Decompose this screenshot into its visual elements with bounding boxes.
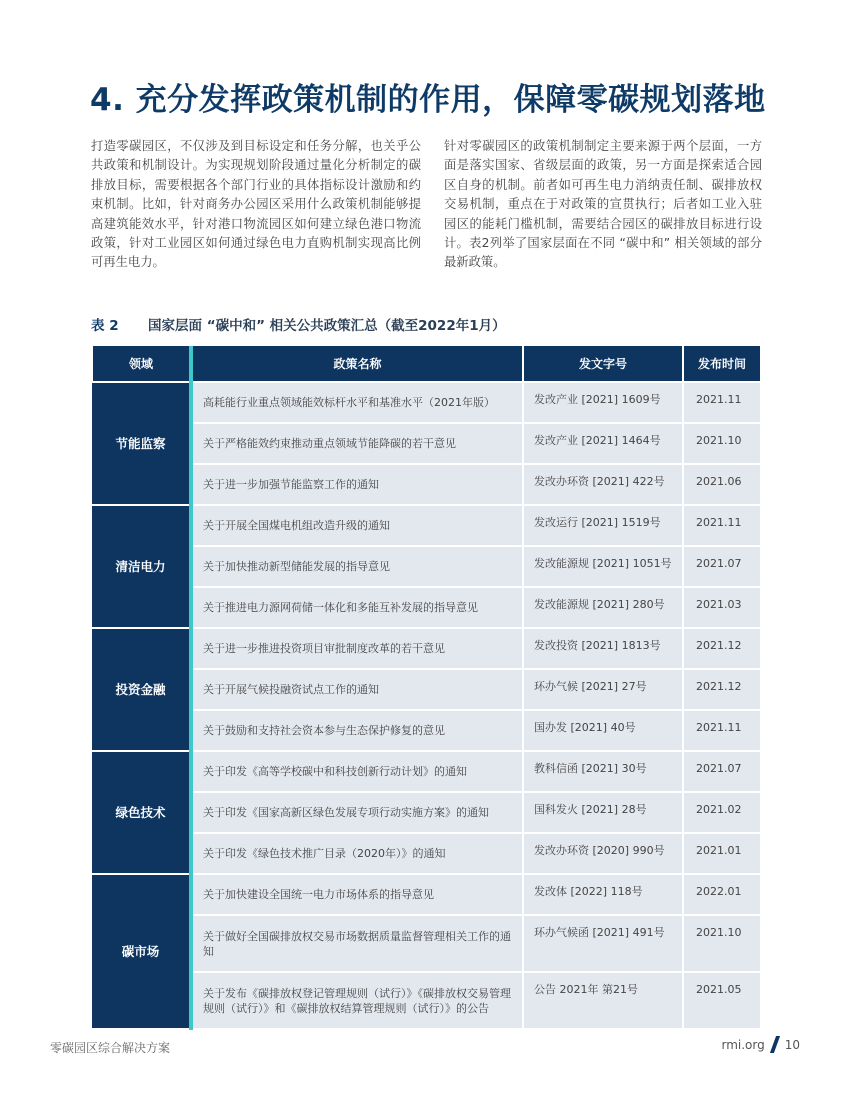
page-title: 4. 充分发挥政策机制的作用，保障零碳规划落地 [90, 82, 766, 118]
paragraph-right: 针对零碳园区的政策机制制定主要来源于两个层面，一方面是落实国家、省级层面的政策，另一方面是探索适合园区自身的机制。前者如可再生电力消纳责任制、碳排放权交易机制，重点在于对政策的宣贯执行；后者如工业入驻园区的能耗门槛机制，需要结合园区的碳排放目标进行设计。表2列举了国家层面在不同 “碳中和” 相关领域的部分最新政策。 [444, 139, 762, 270]
doc-number-cell: 发改产业 [2021] 1609号 [523, 382, 683, 423]
table-row [92, 751, 761, 792]
doc-number-cell: 发改投资 [2021] 1813号 [523, 628, 683, 669]
doc-number-cell: 环办气候 [2021] 27号 [523, 669, 683, 710]
domain-cell: 清洁电力 [92, 505, 191, 628]
table-row [92, 915, 761, 972]
doc-number-cell: 发改办环资 [2020] 990号 [523, 833, 683, 874]
table-row [92, 628, 761, 669]
footer-site: rmi.org [721, 1037, 765, 1052]
date-cell: 2021.02 [683, 792, 761, 833]
table-row [92, 833, 761, 874]
table-row [92, 423, 761, 464]
table-caption [91, 314, 506, 334]
page-number: 10 [784, 1037, 800, 1052]
date-cell: 2021.10 [683, 423, 761, 464]
doc-number-cell: 发改能源规 [2021] 1051号 [523, 546, 683, 587]
paragraph-left: 打造零碳园区，不仅涉及到目标设定和任务分解，也关乎公共政策和机制设计。为实现规划阶段通过量化分析制定的碳排放目标，需要根据各个部门行业的具体指标设计激励和约束机制。比如，针对商务办公园区采用什么政策机制能够提高建筑能效水平，针对港口物流园区如何建立绿色港口物流政策，针对工业园区如何通过绿色电力直购机制实现高比例可再生电力。 [91, 139, 421, 270]
date-cell: 2021.11 [683, 710, 761, 751]
domain-cell: 绿色技术 [92, 751, 191, 874]
date-cell: 2021.11 [683, 505, 761, 546]
date-cell: 2021.07 [683, 751, 761, 792]
policy-name-cell: 关于鼓励和支持社会资本参与生态保护修复的意见 [191, 710, 523, 751]
date-cell: 2022.01 [683, 874, 761, 915]
policy-name-cell: 关于开展全国煤电机组改造升级的通知 [191, 505, 523, 546]
doc-number-cell: 发改产业 [2021] 1464号 [523, 423, 683, 464]
policy-name-cell: 高耗能行业重点领域能效标杆水平和基准水平（2021年版） [191, 382, 523, 423]
date-cell: 2021.06 [683, 464, 761, 505]
doc-number-cell: 公告 2021年 第21号 [523, 972, 683, 1029]
policy-name-cell: 关于开展气候投融资试点工作的通知 [191, 669, 523, 710]
date-cell: 2021.12 [683, 628, 761, 669]
table-row [92, 382, 761, 423]
header-policy-name: 政策名称 [191, 346, 523, 382]
domain-cell: 碳市场 [92, 874, 191, 1029]
table-row [92, 972, 761, 1029]
doc-number-cell: 发改办环资 [2021] 422号 [523, 464, 683, 505]
policy-table [91, 346, 762, 1030]
date-cell: 2021.01 [683, 833, 761, 874]
table-row [92, 669, 761, 710]
date-cell: 2021.05 [683, 972, 761, 1029]
domain-cell: 节能监察 [92, 382, 191, 505]
policy-name-cell: 关于严格能效约束推动重点领域节能降碳的若干意见 [191, 423, 523, 464]
doc-number-cell: 发改运行 [2021] 1519号 [523, 505, 683, 546]
table-row [92, 792, 761, 833]
policy-name-cell: 关于进一步加强节能监察工作的通知 [191, 464, 523, 505]
date-cell: 2021.10 [683, 915, 761, 972]
policy-name-cell: 关于做好全国碳排放权交易市场数据质量监督管理相关工作的通知 [191, 915, 523, 972]
policy-name-cell: 关于加快建设全国统一电力市场体系的指导意见 [191, 874, 523, 915]
table-row [92, 874, 761, 915]
header-doc-number: 发文字号 [523, 346, 683, 382]
doc-number-cell: 国科发火 [2021] 28号 [523, 792, 683, 833]
date-cell: 2021.12 [683, 669, 761, 710]
table-row [92, 546, 761, 587]
footer-right [721, 1036, 800, 1053]
doc-number-cell: 发改能源规 [2021] 280号 [523, 587, 683, 628]
policy-name-cell: 关于印发《高等学校碳中和科技创新行动计划》的通知 [191, 751, 523, 792]
doc-number-cell: 环办气候函 [2021] 491号 [523, 915, 683, 972]
table-row [92, 505, 761, 546]
table-title: 国家层面 “碳中和” 相关公共政策汇总（截至2022年1月） [148, 318, 506, 334]
date-cell: 2021.11 [683, 382, 761, 423]
policy-name-cell: 关于加快推动新型储能发展的指导意见 [191, 546, 523, 587]
doc-number-cell: 教科信函 [2021] 30号 [523, 751, 683, 792]
policy-name-cell: 关于推进电力源网荷储一体化和多能互补发展的指导意见 [191, 587, 523, 628]
domain-cell: 投资金融 [92, 628, 191, 751]
table-row [92, 710, 761, 751]
policy-name-cell: 关于进一步推进投资项目审批制度改革的若干意见 [191, 628, 523, 669]
policy-name-cell: 关于印发《国家高新区绿色发展专项行动实施方案》的通知 [191, 792, 523, 833]
date-cell: 2021.03 [683, 587, 761, 628]
footer-report-title: 零碳园区综合解决方案 [50, 1041, 171, 1055]
policy-name-cell: 关于发布《碳排放权登记管理规则（试行）》《碳排放权交易管理规则（试行）》和《碳排放权结算管理规则（试行）》的公告 [191, 972, 523, 1029]
doc-number-cell: 国办发 [2021] 40号 [523, 710, 683, 751]
slash-divider-icon [770, 1036, 780, 1053]
table-label: 表 2 [91, 318, 119, 334]
table-row [92, 464, 761, 505]
policy-name-cell: 关于印发《绿色技术推广目录（2020年）》的通知 [191, 833, 523, 874]
table-row [92, 587, 761, 628]
date-cell: 2021.07 [683, 546, 761, 587]
doc-number-cell: 发改体 [2022] 118号 [523, 874, 683, 915]
header-date: 发布时间 [683, 346, 761, 382]
header-domain: 领域 [92, 346, 191, 382]
table-header-row [92, 346, 761, 382]
